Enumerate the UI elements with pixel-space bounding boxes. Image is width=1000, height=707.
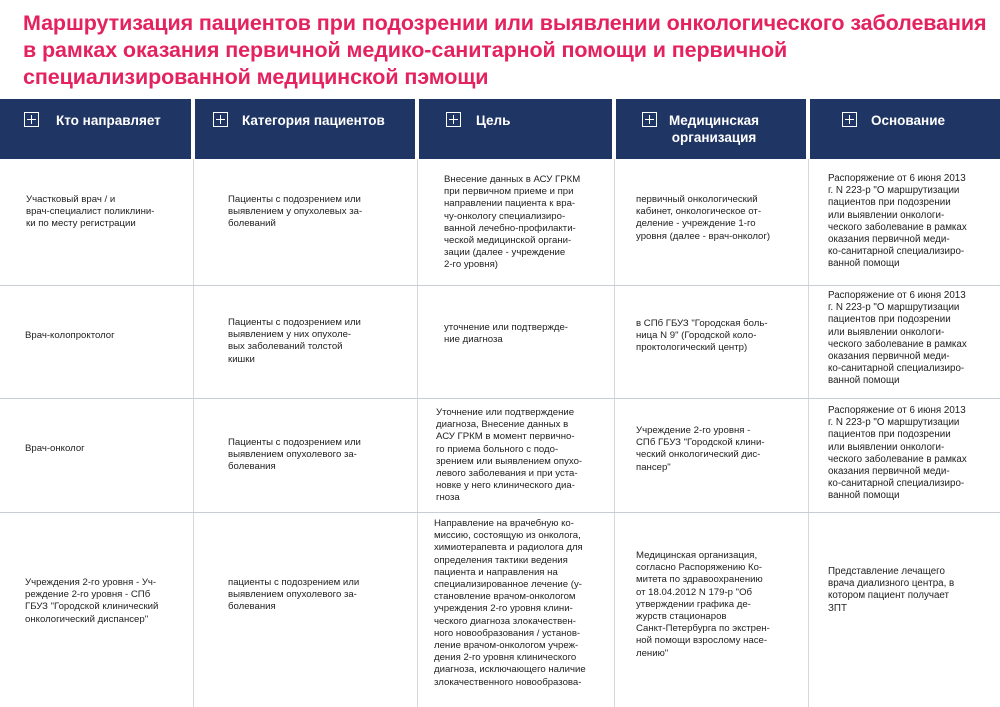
cell-category: Пациенты с подозрением или выявлением у опухолевых за- болеваний	[228, 194, 363, 230]
cell-basis: Распоряжение от 6 июня 2013 г. N 223-р "О маршрутизации пациентов при подозрении или выявлении онкологи- ческого заболевание в рамках оказания первичной меди- ко-санитарной специализиро- ванной помощи	[828, 290, 967, 387]
plus-square-icon[interactable]	[213, 112, 228, 127]
cell-organization: в СПб ГБУЗ "Городская боль- ница N 9" (Городской коло- проктологический центр)	[636, 318, 768, 354]
column-divider	[193, 159, 194, 707]
cell-category: Пациенты с подозрением или выявлением опухолевого за- болевания	[228, 437, 361, 473]
column-divider	[614, 159, 615, 707]
cell-basis: Распоряжение от 6 июня 2013 г. N 223-р "О маршрутизации пациентов при подозрении или выявлении онкологи- ческого заболевание в рамках оказания первичной меди- ко-санитарной специализиро- ванной помощи	[828, 405, 967, 502]
cell-goal: Направление на врачебную ко- миссию, состоящую из онколога, химиотерапевта и радиолога для определения тактики ведения пациента и направления на специализированное лечение (у- становление врачом-онкологом учреждения 2-го уровня клини- ческого диагноза злокачествен- ного новообразования / установ- ление врачом-онкологом учреж- дения 2-го уровня клинического диагноза, исключающего наличие злокачественного новообразова-	[434, 518, 586, 688]
cell-category: пациенты с подозрением или выявлением опухолевого за- болевания	[228, 577, 360, 613]
cell-who: Участковый врач / и врач-специалист поликлини- ки по месту регистрации	[26, 194, 155, 230]
cell-organization: первичный онкологический кабинет, онкологическое от- деление - учреждение 1-го уровня (далее - врач-онколог)	[636, 194, 771, 242]
column-header-organization[interactable]: Медицинская организация	[616, 99, 806, 159]
cell-basis: Распоряжение от 6 июня 2013 г. N 223-р "О маршрутизации пациентов при подозрении или выявлении онкологи- ческого заболевание в рамках оказания первичной меди- ко-санитарной специализиро- ванной помощи	[828, 173, 967, 270]
cell-category: Пациенты с подозрением или выявлением у них опухоле- вых заболеваний толстой кишки	[228, 317, 361, 365]
cell-organization: Учреждение 2-го уровня - СПб ГБУЗ "Городской клини- ческий онкологический дис- пансер"	[636, 425, 765, 473]
row-divider	[0, 512, 1000, 513]
column-header-who[interactable]: Кто направляет	[0, 99, 191, 159]
cell-goal: Уточнение или подтверждение диагноза, Внесение данных в АСУ ГРКМ в момент первично- го приема больного с подо- зрением или выявлением опухо- левого заболевания и при уста- новке у него клинического диа- гноза	[436, 407, 583, 504]
plus-square-icon[interactable]	[642, 112, 657, 127]
column-header-basis[interactable]: Основание	[810, 99, 1000, 159]
cell-who: Врач-колопроктолог	[25, 330, 115, 341]
page-title: Маршрутизация пациентов при подозрении или выявлении онкологического заболевания в рамках оказания первичной медико-санитарной помощи и первичной специализированной медицинской пэмощи	[23, 11, 987, 89]
plus-square-icon[interactable]	[842, 112, 857, 127]
column-header-goal[interactable]: Цель	[419, 99, 612, 159]
plus-square-icon[interactable]	[24, 112, 39, 127]
plus-square-icon[interactable]	[446, 112, 461, 127]
row-divider	[0, 285, 1000, 286]
cell-organization: Медицинская организация, согласно Распоряжению Ко- митета по здравоохранению от 18.04.2012 N 179-р "Об утверждении графика де- журств стационаров Санкт-Петербурга по экстрен- ной помощи взрослому насе- лению"	[636, 550, 770, 659]
cell-who: Врач-онколог	[25, 443, 85, 454]
cell-basis: Представление лечащего врача диализного центра, в котором пациент получает ЗПТ	[828, 566, 955, 614]
column-header-category[interactable]: Категория пациентов	[195, 99, 415, 159]
cell-goal: Внесение данных в АСУ ГРКМ при первичном приеме и при направлении пациента к вра- чу-онкологу специализиро- ванной лечебно-профилакти- ческой медицинской органи- зации (далее - учреждение 2-го уровня)	[444, 174, 581, 271]
cell-goal: уточнение или подтвержде- ние диагноза	[444, 322, 568, 346]
cell-who: Учреждения 2-го уровня - Уч- реждение 2-го уровня - СПб ГБУЗ "Городской клинический онкологический диспансер"	[25, 577, 159, 625]
row-divider	[0, 398, 1000, 399]
column-divider	[417, 159, 418, 707]
column-divider	[808, 159, 809, 707]
